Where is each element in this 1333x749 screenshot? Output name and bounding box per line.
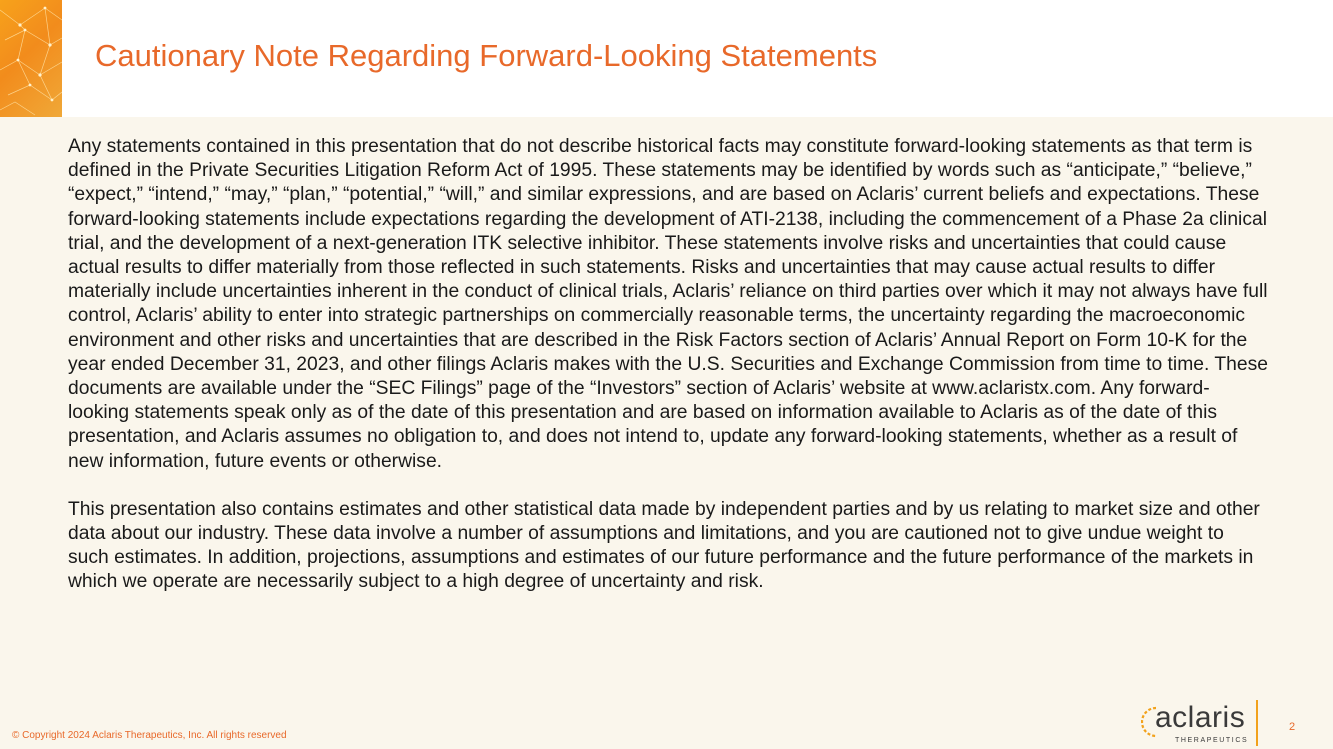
logo-subtitle: THERAPEUTICS — [1175, 737, 1249, 744]
disclaimer-body — [68, 135, 1268, 595]
orange-network-graphic — [0, 0, 62, 117]
logo-wordmark: aclaris — [1155, 701, 1246, 734]
slide-header — [0, 0, 1333, 117]
footer-divider — [1256, 700, 1258, 746]
aclaris-logo — [1141, 701, 1251, 747]
page-number: 2 — [1289, 721, 1296, 733]
slide-title: Cautionary Note Regarding Forward-Looking Statements — [95, 38, 878, 73]
copyright-notice: © Copyright 2024 Aclaris Therapeutics, Inc. All rights reserved — [12, 730, 287, 741]
estimates-paragraph: This presentation also contains estimates and other statistical data made by independent parties and by us relating to market size and other data about our industry. These data involve a number of assumptions and limitations, and you are cautioned not to give undue weight to such estimates. In addition, projections, assumptions and estimates of our future performance and the future performance of the markets in which we operate are necessarily subject to a high degree of uncertainty and risk. — [68, 498, 1260, 593]
forward-looking-paragraph: Any statements contained in this presentation that do not describe historical facts may constitute forward-looking statements as that term is defined in the Private Securities Litigation Reform Act of 1995. These statements may be identified by words such as “anticipate,” “believe,” “expect,” “intend,” “may,” “plan,” “potential,” “will,” and similar expressions, and are based on Aclaris’ current beliefs and expectations. These forward-looking statements include expectations regarding the development of ATI-2138, including the commencement of a Phase 2a clinical trial, and the development of a next-generation ITK selective inhibitor. These statements involve risks and uncertainties that could cause actual results to differ materially from those reflected in such statements. Risks and uncertainties that may cause actual results to differ materially include uncertainties inherent in the conduct of clinical trials, Aclaris’ reliance on third parties over which it may not always have full control, Aclaris’ ability to enter into strategic partnerships on commercially reasonable terms, the uncertainty regarding the macroeconomic environment and other risks and uncertainties that are described in the Risk Factors section of Aclaris’ Annual Report on Form 10-K for the year ended December 31, 2023, and other filings Aclaris makes with the U.S. Securities and Exchange Commission from time to time. These documents are available under the “SEC Filings” page of the “Investors” section of Aclaris’ website at www.aclaristx.com. Any forward-looking statements speak only as of the date of this presentation and are based on information available to Aclaris as of the date of this presentation, and Aclaris assumes no obligation to, and does not intend to, update any forward-looking statements, whether as a result of new information, future events or otherwise. — [68, 136, 1268, 472]
